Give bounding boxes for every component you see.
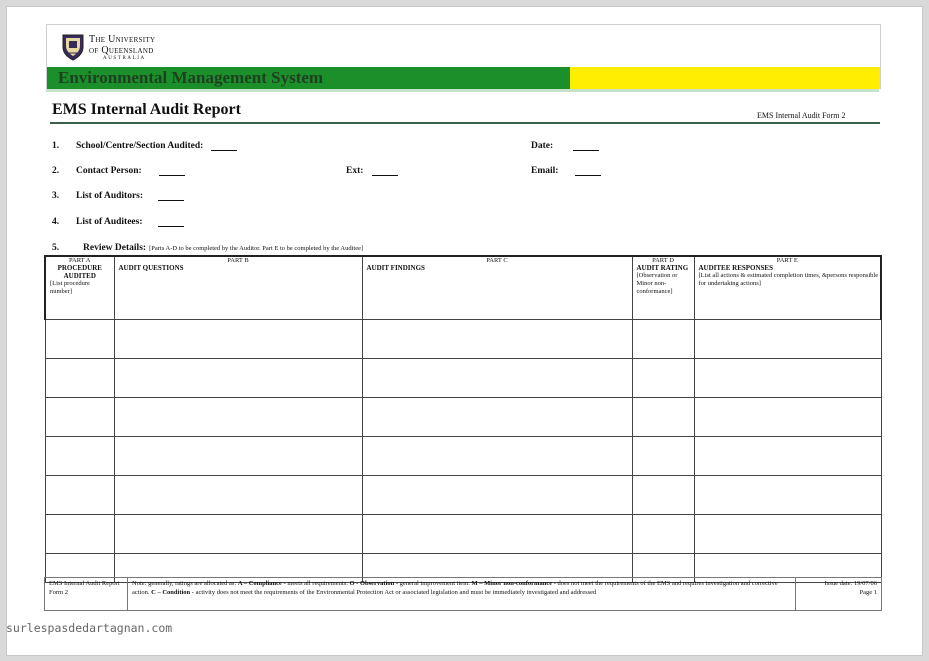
email-input-line[interactable]: [575, 165, 601, 176]
field-review: [52, 243, 363, 253]
field-number: 5.: [52, 243, 60, 253]
table-row: [45, 398, 881, 437]
table-cell[interactable]: [632, 437, 694, 476]
table-cell[interactable]: [45, 515, 114, 554]
auditees-input-line[interactable]: [158, 216, 184, 227]
ext-input-line[interactable]: [372, 165, 398, 176]
field-label: Contact Person:: [76, 166, 142, 176]
table-row: [45, 515, 881, 554]
watermark: surlespasdedartagnan.com: [6, 621, 173, 635]
condition-label: C – Condition: [151, 588, 191, 596]
field-contact: [52, 165, 185, 176]
table-cell[interactable]: [694, 320, 881, 359]
table-cell[interactable]: [114, 320, 362, 359]
logo-header: [46, 24, 881, 69]
column-header-part-e: [694, 256, 881, 320]
field-number: 2.: [52, 166, 60, 176]
field-auditors: [52, 190, 184, 201]
compliance-label: A – Compliance: [237, 580, 282, 587]
footer-issue: [796, 578, 881, 610]
part-label: PART C: [486, 257, 508, 264]
table-body: [45, 320, 881, 583]
title-rule: [50, 122, 880, 124]
table-cell[interactable]: [362, 320, 632, 359]
table-row: [45, 476, 881, 515]
part-label: PART E: [776, 257, 798, 264]
field-auditees: [52, 216, 184, 227]
table-cell[interactable]: [45, 320, 114, 359]
field-number: 4.: [52, 217, 60, 227]
banner-divider: [46, 89, 879, 92]
part-label: PART B: [227, 257, 249, 264]
field-date: [531, 140, 599, 151]
part-label: PART A: [69, 257, 91, 264]
table-cell[interactable]: [694, 476, 881, 515]
date-input-line[interactable]: [573, 140, 599, 151]
table-cell[interactable]: [632, 476, 694, 515]
column-subtext: [List procedure number]: [50, 280, 90, 295]
column-header-part-b: [114, 256, 362, 320]
field-label: Date:: [531, 141, 554, 151]
column-subtext: [Observation or Minor non-conformance]: [636, 272, 678, 295]
table-cell[interactable]: [632, 398, 694, 437]
field-label: List of Auditees:: [76, 217, 143, 227]
form-number: EMS Internal Audit Form 2: [757, 111, 846, 120]
table-cell[interactable]: [694, 515, 881, 554]
page-number: Page 1: [859, 588, 877, 596]
table-cell[interactable]: [114, 515, 362, 554]
table-cell[interactable]: [632, 515, 694, 554]
column-heading: AUDIT FINDINGS: [366, 264, 425, 272]
university-name: [89, 34, 155, 62]
system-banner: [46, 67, 881, 89]
table-cell[interactable]: [694, 359, 881, 398]
table-cell[interactable]: [362, 359, 632, 398]
field-number: 3.: [52, 191, 60, 201]
column-heading: AUDIT RATING: [636, 264, 689, 272]
system-name: Environmental Management System: [47, 67, 570, 89]
table-cell[interactable]: [45, 398, 114, 437]
table-row: [45, 320, 881, 359]
compliance-text: - meets all requirements.: [281, 580, 348, 587]
form-footer: [44, 577, 882, 611]
column-heading: PROCEDURE AUDITED: [57, 264, 102, 280]
review-note: [Parts A-D to be completed by the Auditor. Part E to be completed by the Auditee]: [149, 245, 364, 252]
contact-input-line[interactable]: [159, 165, 185, 176]
table-cell[interactable]: [114, 437, 362, 476]
review-table: [44, 255, 882, 583]
column-heading: AUDIT QUESTIONS: [118, 264, 184, 272]
table-cell[interactable]: [694, 437, 881, 476]
table-cell[interactable]: [362, 437, 632, 476]
table-cell[interactable]: [114, 476, 362, 515]
banner-yellow-block: [570, 67, 880, 89]
part-label: PART D: [652, 257, 674, 264]
field-ext: [346, 165, 398, 176]
university-crest-icon: [61, 33, 85, 61]
table-header-row: [45, 256, 881, 320]
observation-label: O - Observation: [349, 580, 395, 587]
table-cell[interactable]: [45, 437, 114, 476]
issue-date: Issue date: 19/07/06: [824, 580, 877, 587]
footer-note: [128, 578, 796, 610]
school-input-line[interactable]: [211, 140, 237, 151]
field-number: 1.: [52, 141, 60, 151]
table-cell[interactable]: [45, 359, 114, 398]
field-label: Email:: [531, 166, 559, 176]
minor-label: M – Minor non-conformance: [471, 580, 553, 587]
field-label: Ext:: [346, 166, 364, 176]
note-intro: Note: generally, ratings are allocated as:: [132, 580, 237, 587]
condition-text: - activity does not meet the requirements of the Environmental Protection Act or associated legislation and must be immediately investigated and addressed: [190, 588, 597, 596]
column-header-part-c: [362, 256, 632, 320]
table-cell[interactable]: [694, 398, 881, 437]
table-cell[interactable]: [632, 320, 694, 359]
table-cell[interactable]: [114, 398, 362, 437]
table-cell[interactable]: [114, 359, 362, 398]
field-school: [52, 140, 237, 151]
footer-form-label: EMS Internal Audit Report Form 2: [45, 578, 128, 610]
university-line2: of Queensland: [89, 45, 154, 56]
table-cell[interactable]: [362, 476, 632, 515]
column-header-part-a: [45, 256, 114, 320]
university-line1: The University: [89, 34, 156, 45]
university-country: AUSTRALIA: [103, 56, 146, 61]
field-label: School/Centre/Section Audited:: [76, 141, 204, 151]
auditors-input-line[interactable]: [158, 190, 184, 201]
field-email: [531, 165, 601, 176]
column-subtext: [List all actions & estimated completion times, &persons responsible for undertaking actions]: [698, 272, 879, 287]
observation-text: - general improvement item.: [394, 580, 470, 587]
table-cell[interactable]: [632, 359, 694, 398]
minor-text: - does not meet the requirements of the EMS and requires investigation and corrective action.: [132, 580, 778, 596]
report-title: EMS Internal Audit Report: [52, 101, 241, 118]
table-row: [45, 359, 881, 398]
field-label: List of Auditors:: [76, 191, 144, 201]
table-row: [45, 437, 881, 476]
field-label: Review Details:: [83, 243, 147, 253]
column-heading: AUDITEE RESPONSES: [698, 264, 773, 272]
table-cell[interactable]: [45, 476, 114, 515]
table-cell[interactable]: [362, 515, 632, 554]
column-header-part-d: [632, 256, 694, 320]
table-cell[interactable]: [362, 398, 632, 437]
